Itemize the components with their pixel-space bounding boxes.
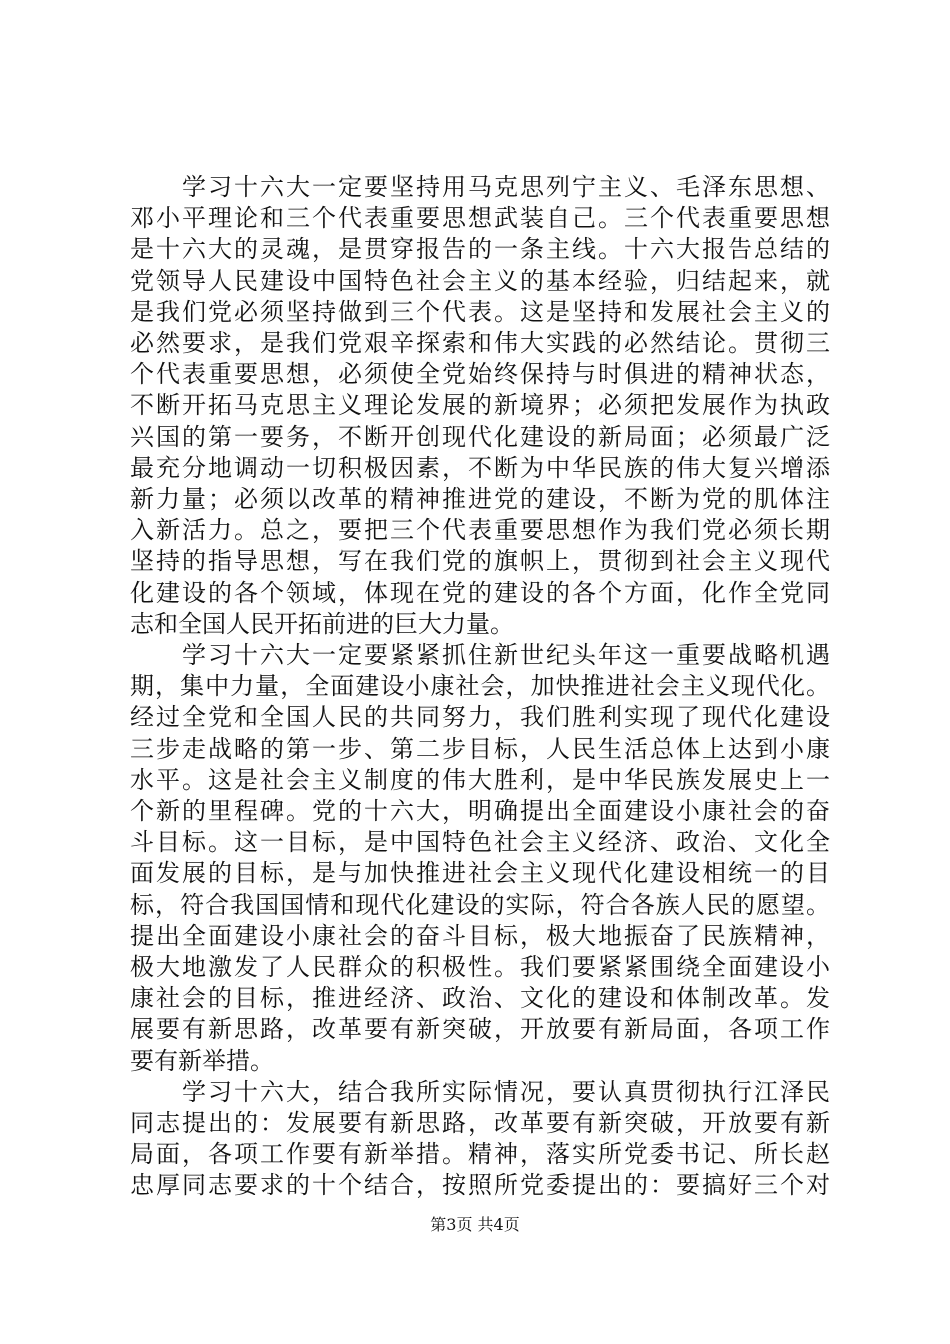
- text-line: 不断开拓马克思主义理论发展的新境界；必须把发展作为执政: [130, 391, 830, 420]
- text-line: 必然要求，是我们党艰辛探索和伟大实践的必然结论。贯彻三: [130, 329, 830, 357]
- text-line: 坚持的指导思想，写在我们党的旗帜上，贯彻到社会主义现代: [130, 547, 830, 576]
- text-line: 极大地激发了人民群众的积极性。我们要紧紧围绕全面建设小: [130, 953, 830, 981]
- text-line: 邓小平理论和三个代表重要思想武装自己。三个代表重要思想: [130, 204, 830, 233]
- text-line: 同志提出的：发展要有新思路，改革要有新突破，开放要有新: [130, 1109, 830, 1137]
- text-line: 入新活力。总之，要把三个代表重要思想作为我们党必须长期: [130, 516, 830, 545]
- text-line: 学习十六大一定要坚持用马克思列宁主义、毛泽东思想、: [130, 173, 830, 201]
- text-line: 新力量；必须以改革的精神推进党的建设，不断为党的肌体注: [130, 485, 830, 513]
- text-line: 面发展的目标，是与加快推进社会主义现代化建设相统一的目: [130, 859, 830, 888]
- text-line: 三步走战略的第一步、第二步目标，人民生活总体上达到小康: [130, 734, 830, 763]
- text-line: 是我们党必须坚持做到三个代表。这是坚持和发展社会主义的: [130, 297, 830, 326]
- text-line: 康社会的目标，推进经济、政治、文化的建设和体制改革。发: [130, 984, 830, 1013]
- text-line: 是十六大的灵魂，是贯穿报告的一条主线。十六大报告总结的: [130, 235, 830, 264]
- text-line: 学习十六大，结合我所实际情况，要认真贯彻执行江泽民: [130, 1077, 830, 1106]
- text-line: 提出全面建设小康社会的奋斗目标，极大地振奋了民族精神，: [130, 921, 830, 950]
- text-line: 化建设的各个领域，体现在党的建设的各个方面，化作全党同: [130, 578, 830, 607]
- text-line: 志和全国人民开拓前进的巨大力量。: [130, 609, 514, 638]
- text-line: 水平。这是社会主义制度的伟大胜利，是中华民族发展史上一: [130, 765, 830, 794]
- text-line: 个新的里程碑。党的十六大，明确提出全面建设小康社会的奋: [130, 797, 830, 825]
- text-line: 最充分地调动一切积极因素，不断为中华民族的伟大复兴增添: [130, 453, 830, 482]
- page-footer: 第3页 共4页: [430, 1215, 520, 1234]
- text-line: 斗目标。这一目标，是中国特色社会主义经济、政治、文化全: [130, 828, 830, 857]
- text-line: 个代表重要思想，必须使全党始终保持与时俱进的精神状态，: [130, 360, 830, 389]
- text-line: 期，集中力量，全面建设小康社会，加快推进社会主义现代化。: [130, 672, 830, 701]
- text-line: 展要有新思路，改革要有新突破，开放要有新局面，各项工作: [130, 1015, 830, 1044]
- text-line: 忠厚同志要求的十个结合，按照所党委提出的：要搞好三个对: [130, 1171, 830, 1200]
- text-line: 要有新举措。: [130, 1046, 274, 1075]
- text-line: 兴国的第一要务，不断开创现代化建设的新局面；必须最广泛: [130, 422, 830, 451]
- text-line: 党领导人民建设中国特色社会主义的基本经验，归结起来，就: [130, 266, 830, 295]
- text-line: 标，符合我国国情和现代化建设的实际，符合各族人民的愿望。: [130, 890, 830, 919]
- text-line: 学习十六大一定要紧紧抓住新世纪头年这一重要战略机遇: [130, 641, 830, 669]
- text-line: 局面，各项工作要有新举措。精神，落实所党委书记、所长赵: [130, 1140, 830, 1169]
- text-line: 经过全党和全国人民的共同努力，我们胜利实现了现代化建设: [130, 703, 830, 732]
